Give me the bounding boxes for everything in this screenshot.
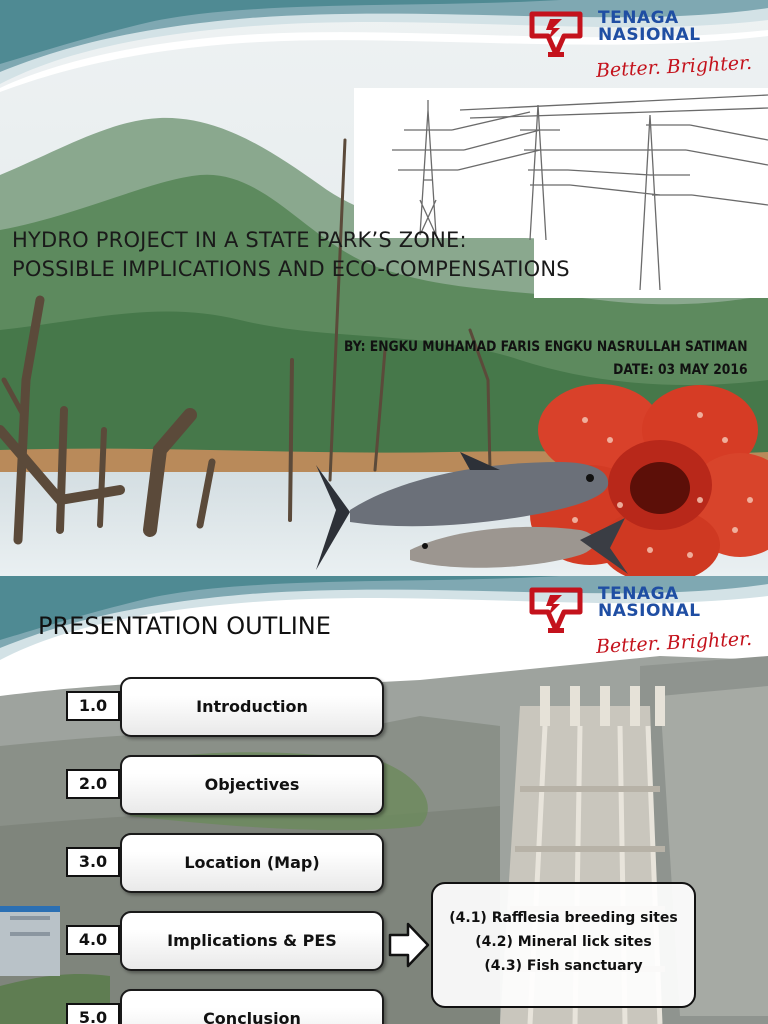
brand-tagline: Better. Brighter. <box>595 627 753 658</box>
tnb-emblem-icon <box>526 10 586 60</box>
outline-item-introduction[interactable]: Introduction <box>120 677 384 737</box>
outline-item-number: 4.0 <box>66 925 120 955</box>
outline-slide <box>0 576 768 1024</box>
right-arrow-icon <box>388 922 430 968</box>
title-line-1: HYDRO PROJECT IN A STATE PARK’S ZONE: <box>12 228 467 252</box>
brand-name-line1: TENAGA <box>598 584 679 604</box>
outline-item <box>0 911 400 971</box>
brand-name-line2: NASIONAL <box>598 601 701 621</box>
subtopic-rafflesia: (4.1) Rafflesia breeding sites <box>449 910 678 926</box>
brand-name <box>598 586 701 620</box>
tnb-emblem-icon <box>526 586 586 636</box>
outline-item-number: 3.0 <box>66 847 120 877</box>
brand-name <box>598 10 701 44</box>
subtopic-mineral-lick: (4.2) Mineral lick sites <box>475 934 652 950</box>
outline-item-objectives[interactable]: Objectives <box>120 755 384 815</box>
subtopic-fish-sanctuary: (4.3) Fish sanctuary <box>484 958 643 974</box>
outline-item-number: 2.0 <box>66 769 120 799</box>
outline-item-conclusion[interactable]: Conclusion <box>120 989 384 1024</box>
title-line-2: POSSIBLE IMPLICATIONS AND ECO-COMPENSATIONS <box>12 257 570 281</box>
brand-name-line1: TENAGA <box>598 8 679 28</box>
slide-title <box>12 226 570 284</box>
date-text: DATE: 03 MAY 2016 <box>613 362 748 378</box>
subtopics-box <box>431 882 696 1008</box>
outline-item-number: 1.0 <box>66 691 120 721</box>
outline-item <box>0 833 400 893</box>
byline <box>345 336 748 382</box>
brand-tagline: Better. Brighter. <box>595 51 753 82</box>
outline-item-location[interactable]: Location (Map) <box>120 833 384 893</box>
tnb-logo <box>526 584 754 664</box>
outline-item <box>0 677 400 737</box>
brand-name-line2: NASIONAL <box>598 25 701 45</box>
tnb-logo <box>526 8 754 88</box>
outline-item-implications[interactable]: Implications & PES <box>120 911 384 971</box>
outline-item <box>0 989 400 1024</box>
outline-item <box>0 755 400 815</box>
page-title: PRESENTATION OUTLINE <box>38 612 331 640</box>
outline-item-number: 5.0 <box>66 1003 120 1024</box>
author-text: BY: ENGKU MUHAMAD FARIS ENGKU NASRULLAH SATIMAN <box>344 339 748 355</box>
